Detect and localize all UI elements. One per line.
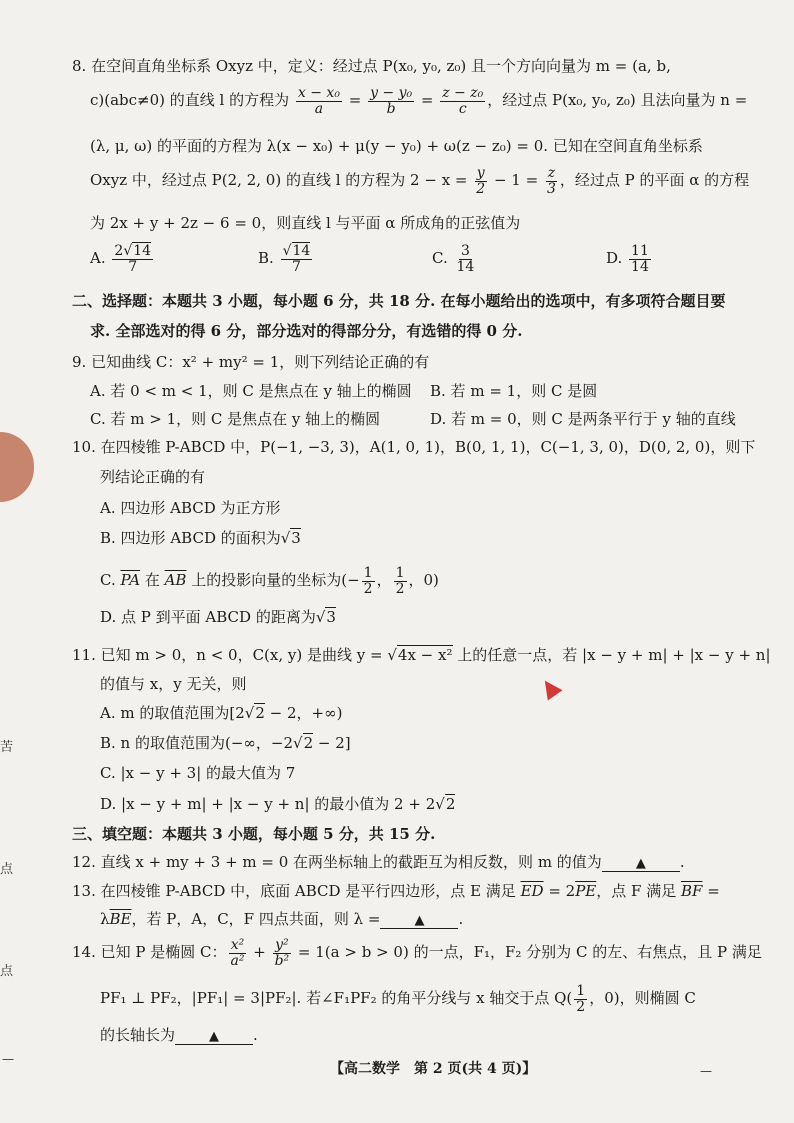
q8-line4: Oxyz 中，经过点 P(2, 2, 0) 的直线 l 的方程为 2 − x = $\frac{y}{2}$ − 1 = $\frac{z}{3}$ ，经过点 P 的平面 α 的方程 [90,165,750,197]
q13-line1: 13. 在四棱锥 P-ABCD 中，底面 ABCD 是平行四边形，点 E 满足 $\overline{ED} = 2\overline{PE}$，点 F 满足 $\overline{BF}$ = [72,882,720,900]
q10-option-c: C. $\overline{PA}$ 在 $\overline{AB}$ 上的投影向量的坐标为(− $\frac{1}{2}$ ， $\frac{1}{2}$ ，0) [100,565,439,597]
q8-option-c: C. $\frac{3}{14}$ [432,243,475,275]
q8-line3: (λ, μ, ω) 的平面的方程为 λ(x − x₀) + μ(y − y₀) + ω(z − z₀) = 0. 已知在空间直角坐标系 [90,137,703,155]
q11-option-b: B. n 的取值范围为(−∞，−2√2 − 2] [100,734,351,752]
q9-option-a: A. 若 0 < m < 1，则 C 是焦点在 y 轴上的椭圆 [90,382,412,400]
q13-line2: $\lambda\overline{BE}$，若 P，A，C，F 四点共面，则 λ = ▲ . [100,910,464,928]
q8-option-a: A. $\frac{2√14}{7}$ [90,243,152,275]
fraction: $\frac{\text{x − x₀}}{a}$ [297,85,340,117]
page-footer: 【高二数学 第 2 页(共 4 页)】 [330,1061,537,1077]
q11-option-c: C. |x − y + 3| 的最大值为 7 [100,764,296,782]
fraction: $\frac{z}{3}$ [546,165,556,197]
margin-dash: — [700,1064,712,1078]
fraction: $\frac{y}{2}$ [476,165,486,197]
q8-line1: 8. 在空间直角坐标系 Oxyz 中，定义：经过点 P(x₀, y₀, z₀) 且一个方向向量为 m = (a, b, [72,57,671,75]
q11-line1: 11. 已知 m > 0，n < 0，C(x, y) 是曲线 y = √4x − x² 上的任意一点，若 |x − y + m| + |x − y + n| [72,646,771,664]
q14-line1: 14. 已知 P 是椭圆 C： $\frac{\text{x²}}{\text{a²}}$ + $\frac{\text{y²}}{\text{b²}}$ = 1(a > b > 0) 的一点，F₁，F₂ 分别为 C 的左、右焦点，且 P 满足 [72,937,762,969]
q9-option-d: D. 若 m = 0，则 C 是两条平行于 y 轴的直线 [430,410,736,428]
margin-char: 点 [0,964,14,979]
answer-blank[interactable]: ▲ [175,1026,253,1045]
margin-char: 点 [0,862,14,877]
section2-heading: 二、选择题：本题共 3 小题，每小题 6 分，共 18 分. 在每小题给出的选项中，有多项符合题目要 [72,292,726,310]
finger-thumb [0,432,34,502]
margin-char: 苦 [0,740,14,755]
q9-option-b: B. 若 m = 1，则 C 是圆 [430,382,598,400]
q11-option-d: D. |x − y + m| + |x − y + n| 的最小值为 2 + 2√2 [100,795,456,813]
fraction: $\frac{\text{y − y₀}}{b}$ [370,85,413,117]
q14-line2: PF₁ ⊥ PF₂，|PF₁| = 3|PF₂|. 若∠F₁PF₂ 的角平分线与 x 轴交于点 Q( $\frac{1}{2}$ ，0)，则椭圆 C [100,983,696,1015]
q12: 12. 直线 x + my + 3 + m = 0 在两坐标轴上的截距互为相反数，则 m 的值为 ▲ . [72,853,685,871]
q11-option-a: A. m 的取值范围为[2√2 − 2，+∞) [100,704,343,722]
section2-heading-cont: 求. 全部选对的得 6 分，部分选对的得部分分，有选错的得 0 分. [90,322,523,340]
q14-line3: 的长轴长为 ▲ . [100,1026,258,1044]
q8-option-b: B. $\frac{√14}{7}$ [258,243,311,275]
q9-option-c: C. 若 m > 1，则 C 是焦点在 y 轴上的椭圆 [90,410,381,428]
q10-option-a: A. 四边形 ABCD 为正方形 [100,499,281,517]
answer-blank[interactable]: ▲ [380,910,458,929]
q9-stem: 9. 已知曲线 C：x² + my² = 1，则下列结论正确的有 [72,353,430,371]
q10-option-d: D. 点 P 到平面 ABCD 的距离为√3 [100,608,336,626]
q8-line5: 为 2x + y + 2z − 6 = 0，则直线 l 与平面 α 所成角的正弦值为 [90,214,521,232]
q8-option-d: D. $\frac{11}{14}$ [606,243,649,275]
fraction: $\frac{\text{z − z₀}}{c}$ [442,85,484,117]
margin-dash: — [2,1052,14,1066]
q10-option-b: B. 四边形 ABCD 的面积为√3 [100,529,301,547]
section3-heading: 三、填空题：本题共 3 小题，每小题 5 分，共 15 分. [72,825,436,843]
q10-line2: 列结论正确的有 [100,468,206,486]
q8-line2: c)(abc≠0) 的直线 l 的方程为 $\frac{\text{x − x₀}}{a}$ = $\frac{\text{y − y₀}}{b}$ = $\frac{\text{z − z₀}}{c}$ ，经过点 P(x₀, y₀, z₀) 且法向量为 n = [90,85,748,117]
mouse-cursor-icon [537,675,562,700]
q11-line2: 的值与 x，y 无关，则 [100,675,247,693]
q10-line1: 10. 在四棱锥 P-ABCD 中，P(−1, −3, 3)，A(1, 0, 1)，B(0, 1, 1)，C(−1, 3, 0)，D(0, 2, 0)，则下 [72,438,756,456]
answer-blank[interactable]: ▲ [602,853,680,872]
